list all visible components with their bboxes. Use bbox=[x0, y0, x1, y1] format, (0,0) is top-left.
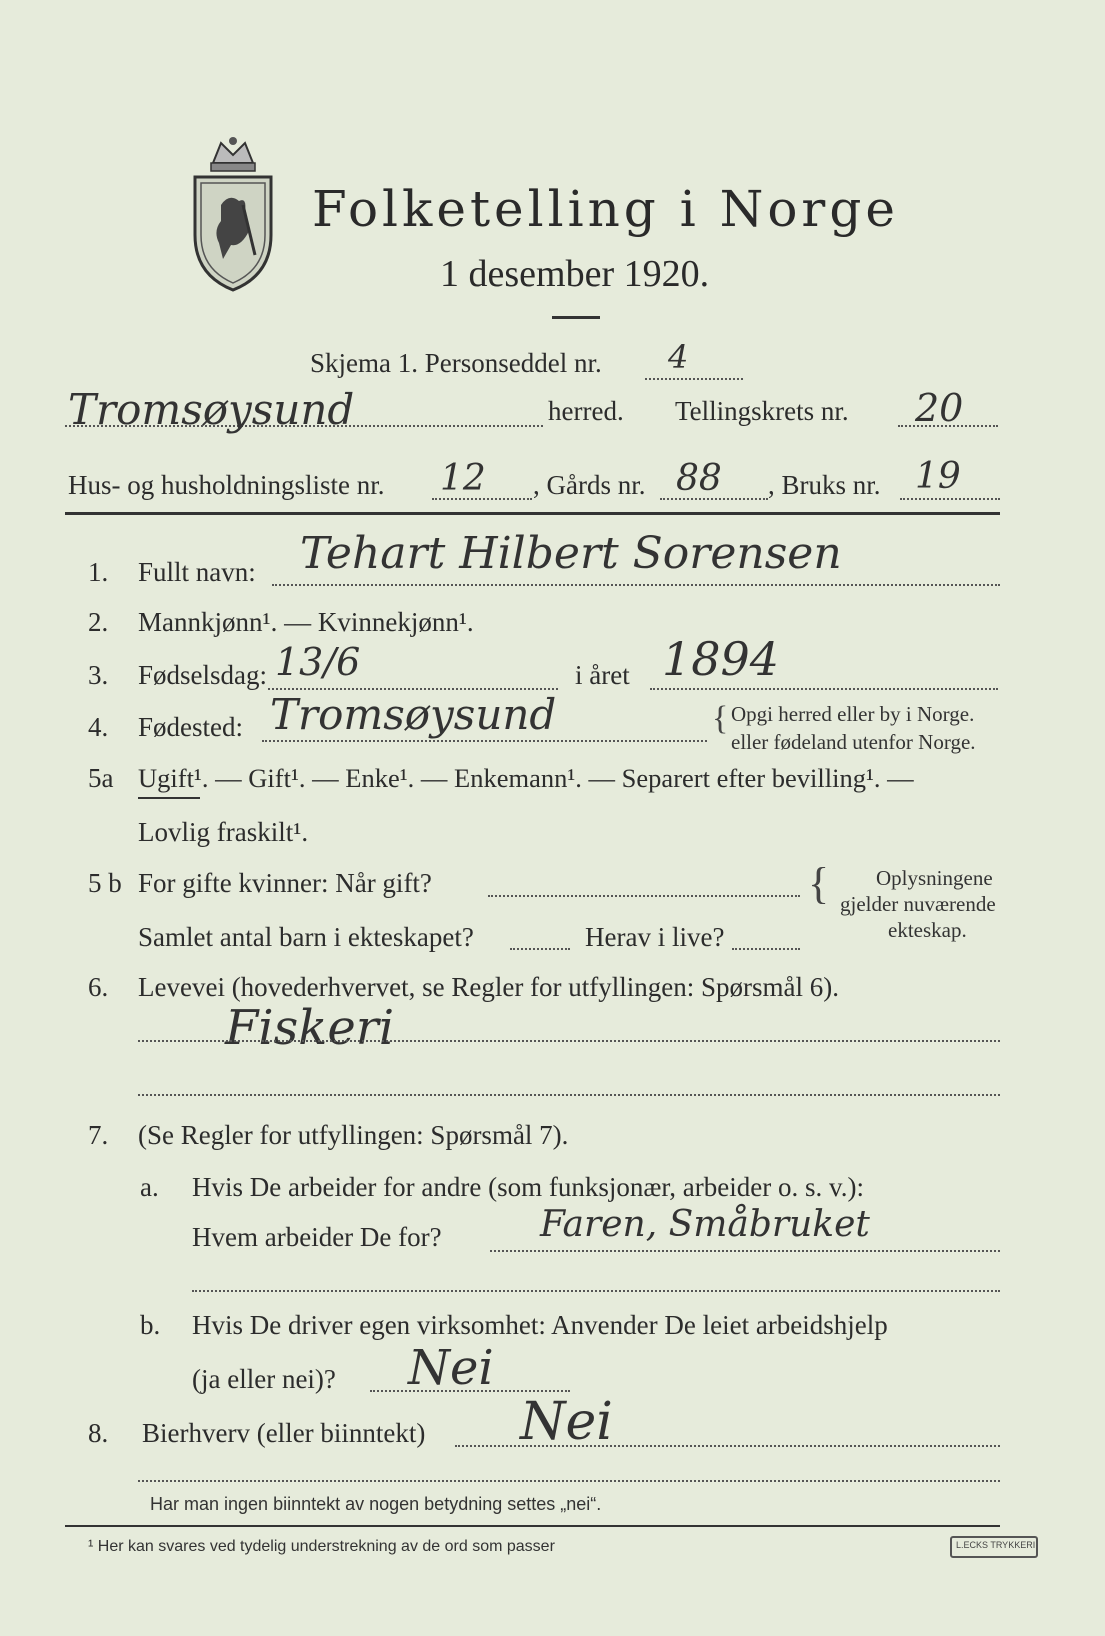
q7b-label: Hvis De driver egen virksomhet: Anvender De leiet arbeidshjelp bbox=[192, 1310, 888, 1340]
gards-value: 88 bbox=[676, 458, 722, 499]
tellingskrets-label: Tellingskrets nr. bbox=[675, 396, 849, 426]
q7b-value: Nei bbox=[408, 1340, 494, 1396]
q7a-value: Faren, Småbruket bbox=[540, 1204, 870, 1245]
q7a-label-2: Hvem arbeider De for? bbox=[192, 1222, 442, 1252]
q7b-letter: b. bbox=[140, 1310, 161, 1340]
q4-label: Fødested: bbox=[138, 712, 243, 742]
schema-label: Skjema 1. Personseddel nr. bbox=[310, 348, 602, 378]
bruks-value: 19 bbox=[915, 456, 961, 497]
herred-label: herred. bbox=[548, 396, 624, 426]
form-title: Folketelling i Norge bbox=[312, 180, 899, 238]
q4-value: Tromsøysund bbox=[270, 690, 557, 739]
q5b-note-2: gjelder nuværende bbox=[840, 892, 996, 916]
q5b-label: For gifte kvinner: Når gift? bbox=[138, 868, 432, 898]
q4-note-2: eller fødeland utenfor Norge. bbox=[731, 730, 976, 754]
title-divider bbox=[552, 316, 600, 319]
q7-number: 7. bbox=[88, 1120, 109, 1150]
q7-label: (Se Regler for utfyllingen: Spørsmål 7). bbox=[138, 1120, 569, 1150]
q5b-note-1: Oplysningene bbox=[876, 866, 993, 890]
q3-label: Fødselsdag: bbox=[138, 660, 268, 690]
coat-of-arms-icon bbox=[183, 135, 283, 295]
q8-note: Har man ingen biinntekt av nogen betydning settes „nei“. bbox=[150, 1494, 602, 1514]
hus-value: 12 bbox=[440, 458, 486, 499]
q2-number: 2. bbox=[88, 607, 109, 637]
gards-label: , Gårds nr. bbox=[533, 470, 646, 500]
municipality-value: Tromsøysund bbox=[68, 385, 355, 434]
q2-label: Mannkjønn¹. — Kvinnekjønn¹. bbox=[138, 607, 474, 637]
q5b-number: 5 b bbox=[88, 868, 122, 898]
q5b-label-2: Samlet antal barn i ekteskapet? bbox=[138, 922, 474, 952]
q5b-note-3: ekteskap. bbox=[888, 918, 967, 942]
q7b-label-2: (ja eller nei)? bbox=[192, 1364, 336, 1394]
q3-value: 13/6 bbox=[275, 640, 361, 684]
q4-number: 4. bbox=[88, 712, 109, 742]
q1-label: Fullt navn: bbox=[138, 557, 256, 587]
ugift-underline bbox=[138, 797, 200, 799]
footnote: ¹ Her kan svares ved tydelig understrekning av de ord som passer bbox=[88, 1538, 555, 1555]
q3-year-label: i året bbox=[575, 660, 630, 690]
section-divider bbox=[65, 512, 1000, 515]
q8-value: Nei bbox=[520, 1392, 613, 1452]
printer-stamp-text: L.ECKS TRYKKERI bbox=[956, 1540, 1036, 1550]
q6-label: Levevei (hovederhvervet, se Regler for utfyllingen: Spørsmål 6). bbox=[138, 972, 840, 1002]
census-date: 1 desember 1920. bbox=[440, 253, 710, 295]
q7a-label: Hvis De arbeider for andre (som funksjonær, arbeider o. s. v.): bbox=[192, 1172, 864, 1202]
bruks-label: , Bruks nr. bbox=[768, 470, 881, 500]
printer-stamp bbox=[950, 1536, 1038, 1558]
q1-value: Tehart Hilbert Sorensen bbox=[300, 528, 842, 579]
q8-label: Bierhverv (eller biinntekt) bbox=[142, 1418, 426, 1448]
q5a-label: Ugift¹. — Gift¹. — Enke¹. — Enkemann¹. — Separert efter bevilling¹. — bbox=[138, 763, 914, 793]
schema-number: 4 bbox=[668, 338, 689, 376]
footer-divider bbox=[65, 1525, 1000, 1527]
q5a-label-2: Lovlig fraskilt¹. bbox=[138, 817, 309, 847]
q7a-letter: a. bbox=[140, 1172, 159, 1202]
q3-number: 3. bbox=[88, 660, 109, 690]
q5a-number: 5a bbox=[88, 763, 114, 793]
q1-number: 1. bbox=[88, 557, 109, 587]
q3-year-value: 1894 bbox=[662, 632, 780, 686]
q5b-label-3: Herav i live? bbox=[585, 922, 725, 952]
q6-number: 6. bbox=[88, 972, 109, 1002]
tellingskrets-value: 20 bbox=[915, 386, 964, 430]
q8-number: 8. bbox=[88, 1418, 109, 1448]
q4-note-1: Opgi herred eller by i Norge. bbox=[731, 702, 975, 726]
hus-label: Hus- og husholdningsliste nr. bbox=[68, 470, 385, 500]
q6-value: Fiskeri bbox=[225, 1000, 395, 1056]
census-form: Folketelling i Norge 1 desember 1920. Skjema 1. Personseddel nr. 4 Tromsøysund herred. Tellingskrets nr. 20 Hus- og husholdningsliste nr. 12 , Gårds nr. 88 , Bruks nr. 19 1. Fullt navn: Tehart Hilbert Sorensen 2. Mannkjønn¹. — Kvinnekjønn¹. 3. Fødselsdag: 13/6 i året 1894 4. Fødested: Tromsøysund { Opgi herred eller by i Norge. eller fødeland utenfor Norge. 5a Ugift¹. — Gift¹. — Enke¹. — Enkemann¹. — Separert efter bevilling¹. — Lovlig fraskilt¹. 5 b For gifte kvinner: Når gift? Samlet antal barn i ekteskapet? Herav i live? { Oplysningene gjelder nuværende ekteskap. 6. Levevei (hovederhvervet, se Regler for utfyllingen: Spørsmål 6). Fiskeri 7. (Se Regler for utfyllingen: Spørsmål 7). a. Hvis De arbeider for andre (som funksjonær, arbeider o. s. v.): Hvem arbeider De for? Faren, Småbruket b. Hvis De driver egen virksomhet: Anvender De leiet arbeidshjelp (ja eller nei)? Nei 8. Bierhverv (eller biinntekt) Nei Har man ingen biinntekt av nogen betydning settes „nei“. ¹ Her kan svares ved tydelig understrekning av de ord som passer L.ECKS TRYKKERI bbox=[0, 0, 1105, 1636]
